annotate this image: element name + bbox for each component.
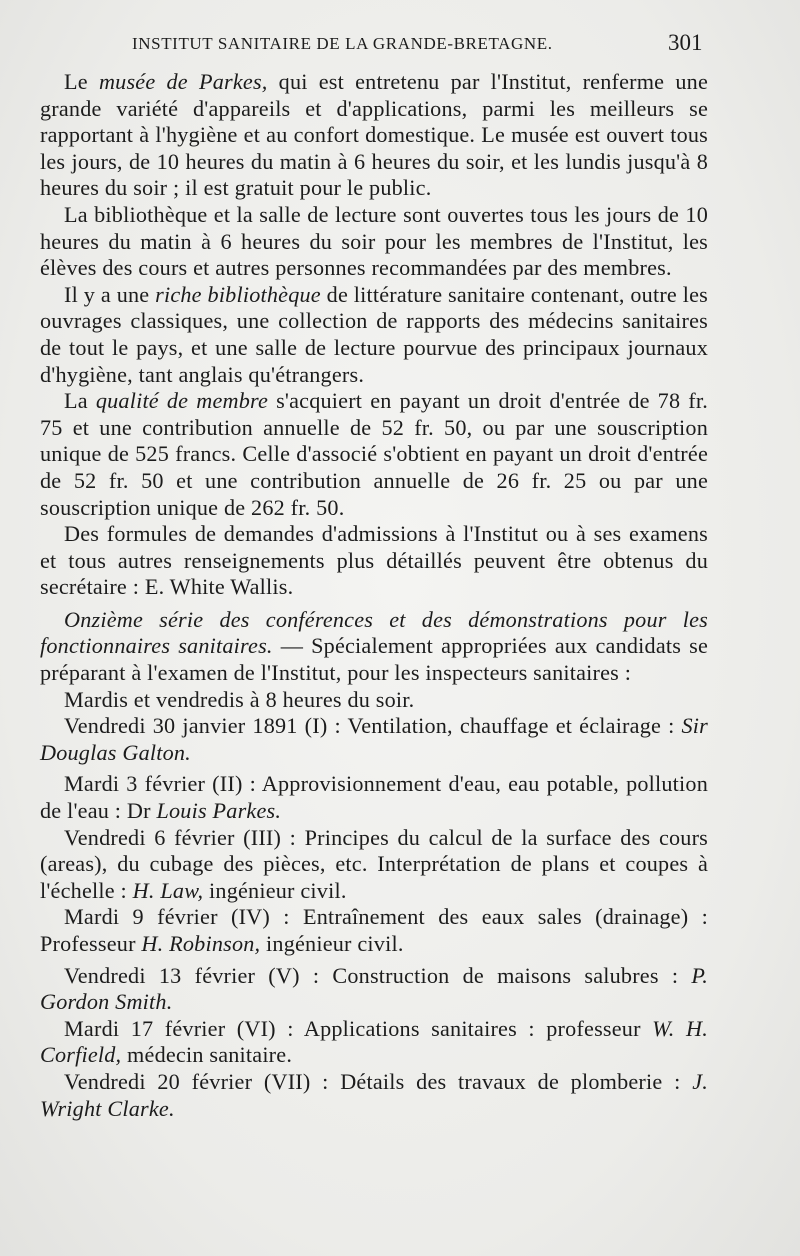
lecture-item: Vendredi 6 février (III) : Principes du calcul de la surface des cours (areas), du cubage des pièces, etc. Interprétation de plans et coupes à l'échelle : H. Law, ingénieur civil. bbox=[40, 824, 708, 903]
lecturer-name: P. Gordon Smith. bbox=[40, 962, 708, 1015]
paragraph-forms: Des formules de demandes d'admissions à l'Institut ou à ses examens et tous autres renseignements plus détaillés peuvent être obtenus du secrétaire : E. White Wallis. bbox=[40, 521, 708, 600]
lecture-item: Vendredi 20 février (VII) : Détails des travaux de plomberie : J. Wright Clarke. bbox=[40, 1068, 708, 1121]
lecturer-name: Sir Douglas Galton. bbox=[40, 713, 708, 765]
museum-term: musée de Parkes, bbox=[98, 69, 268, 94]
paragraph-museum: Le musée de Parkes, qui est entretenu par l'Institut, renferme une grande variété d'appareils et d'applications, parmi les meilleurs se rapportant à l'hygiène et au confort domestique. Le musée est ouvert tous les jours, de 10 heures du matin à 6 heures du soir, et les lundis jusqu'à 8 heures du soir ; il est gratuit pour le public. bbox=[40, 69, 708, 201]
lecture-item: Vendredi 13 février (V) : Construction de maisons salubres : P. Gordon Smith. bbox=[40, 962, 708, 1015]
lecturer-name: J. Wright Clarke. bbox=[40, 1068, 708, 1121]
series-title: Onzième série des conférences et des démonstrations pour les fonctionnaires sanitaires. bbox=[40, 606, 708, 659]
body-text bbox=[40, 69, 708, 1122]
lecture-item: Mardi 3 février (II) : Approvisionnement d'eau, eau potable, pollution de l'eau : Dr Louis Parkes. bbox=[40, 771, 708, 824]
paragraph-rich-library: Il y a une riche bibliothèque de littérature sanitaire contenant, outre les ouvrages classiques, une collection de rapports des médecins sanitaires de tout le pays, et une salle de lecture pourvue des principaux journaux d'hygiène, tant anglais qu'étrangers. bbox=[40, 281, 709, 387]
page-number: 301 bbox=[668, 30, 703, 55]
lecturer-name: W. H. Corfield, bbox=[40, 1015, 709, 1068]
paragraph-schedule: Mardis et vendredis à 8 heures du soir. bbox=[64, 686, 415, 712]
running-title: INSTITUT SANITAIRE DE LA GRANDE-BRETAGNE. bbox=[132, 34, 553, 53]
paragraph-membership: La qualité de membre s'acquiert en payant un droit d'entrée de 78 fr. 75 et une contribution annuelle de 52 fr. 50, ou par une souscription unique de 525 francs. Celle d'associé s'obtient en payant un droit d'entrée de 52 fr. 50 et une contribution annuelle de 26 fr. 25 ou par une souscription unique de 262 fr. 50. bbox=[40, 388, 708, 520]
lecture-item: Mardi 9 février (IV) : Entraînement des eaux sales (drainage) : Professeur H. Robinson, ingénieur civil. bbox=[40, 904, 708, 956]
lecture-item: Mardi 17 février (VI) : Applications sanitaires : professeur W. H. Corfield, médecin sanitaire. bbox=[40, 1015, 709, 1068]
lecturer-name: Louis Parkes. bbox=[156, 798, 282, 824]
library-term: riche bibliothèque bbox=[155, 281, 321, 307]
lecturer-name: H. Law, bbox=[132, 877, 204, 903]
paragraph-series: Onzième série des conférences et des démonstrations pour les fonctionnaires sanitaires. — Spécialement appropriées aux candidats se préparant à l'examen de l'Institut, pour les inspecteurs sanitaires : bbox=[40, 606, 708, 686]
lecturer-name: H. Robinson, bbox=[141, 931, 261, 956]
membership-term: qualité de membre bbox=[95, 388, 269, 414]
lecture-item: Vendredi 30 janvier 1891 (I) : Ventilation, chauffage et éclairage : Sir Douglas Galton. bbox=[40, 713, 708, 765]
page-header bbox=[0, 30, 800, 62]
paragraph-library: La bibliothèque et la salle de lecture sont ouvertes tous les jours de 10 heures du matin à 6 heures du soir pour les membres de l'Institut, les élèves des cours et autres personnes recommandées par des membres. bbox=[40, 201, 708, 281]
